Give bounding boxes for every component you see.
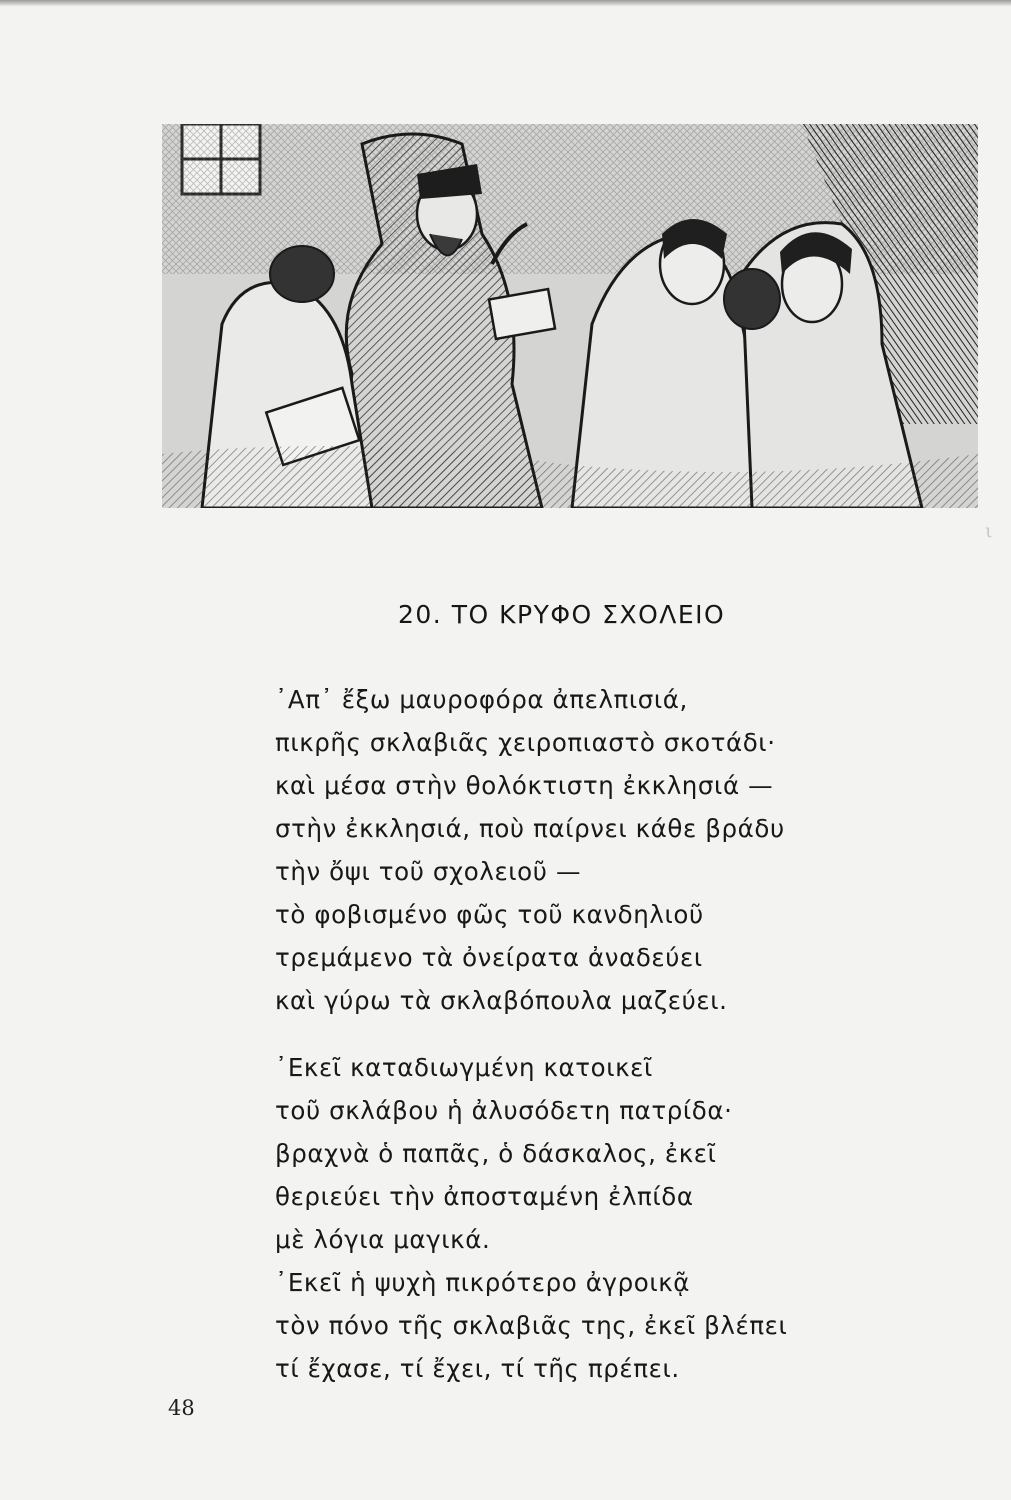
page-top-edge xyxy=(0,0,1011,6)
secret-school-illustration xyxy=(162,124,978,508)
poem-line: τὸ φοβισμένο φῶς τοῦ κανδηλιοῦ xyxy=(275,900,704,929)
chapter-title: 20. ΤΟ ΚΡΥΦΟ ΣΧΟΛΕΙΟ xyxy=(398,600,726,629)
poem-line: μὲ λόγια μαγικά. xyxy=(275,1225,491,1254)
poem-line: θεριεύει τὴν ἀποσταμένη ἐλπίδα xyxy=(275,1182,694,1211)
poem-line: τὴν ὄψι τοῦ σχολειοῦ — xyxy=(275,857,582,886)
poem-line: ᾿Απ᾿ ἔξω μαυροφόρα ἀπελπισιά, xyxy=(275,685,688,714)
poem-line: τὸν πόνο τῆς σκλαβιᾶς της, ἐκεῖ βλέπει xyxy=(275,1311,788,1340)
poem-line: τί ἔχασε, τί ἔχει, τί τῆς πρέπει. xyxy=(275,1354,680,1383)
poem-line: πικρῆς σκλαβιᾶς χειροπιαστὸ σκοτάδι· xyxy=(275,728,776,757)
poem-line: βραχνὰ ὁ παπᾶς, ὁ δάσκαλος, ἐκεῖ xyxy=(275,1139,717,1168)
poem-line: καὶ μέσα στὴν θολόκτιστη ἐκκλησιά — xyxy=(275,771,774,800)
poem-line: στὴν ἐκκλησιά, ποὺ παίρνει κάθε βράδυ xyxy=(275,814,785,843)
poem-line: τοῦ σκλάβου ἡ ἀλυσόδετη πατρίδα· xyxy=(275,1096,733,1125)
bleed-through-text: ι xyxy=(985,520,993,542)
poem-line: καὶ γύρω τὰ σκλαβόπουλα μαζεύει. xyxy=(275,986,728,1015)
page-number: 48 xyxy=(168,1396,195,1420)
poem-line: τρεμάμενο τὰ ὀνείρατα ἀναδεύει xyxy=(275,943,703,972)
poem-line: ᾿Εκεῖ ἡ ψυχὴ πικρότερο ἀγροικᾷ xyxy=(275,1268,691,1297)
poem-line: ᾿Εκεῖ καταδιωγμένη κατοικεῖ xyxy=(275,1053,653,1082)
